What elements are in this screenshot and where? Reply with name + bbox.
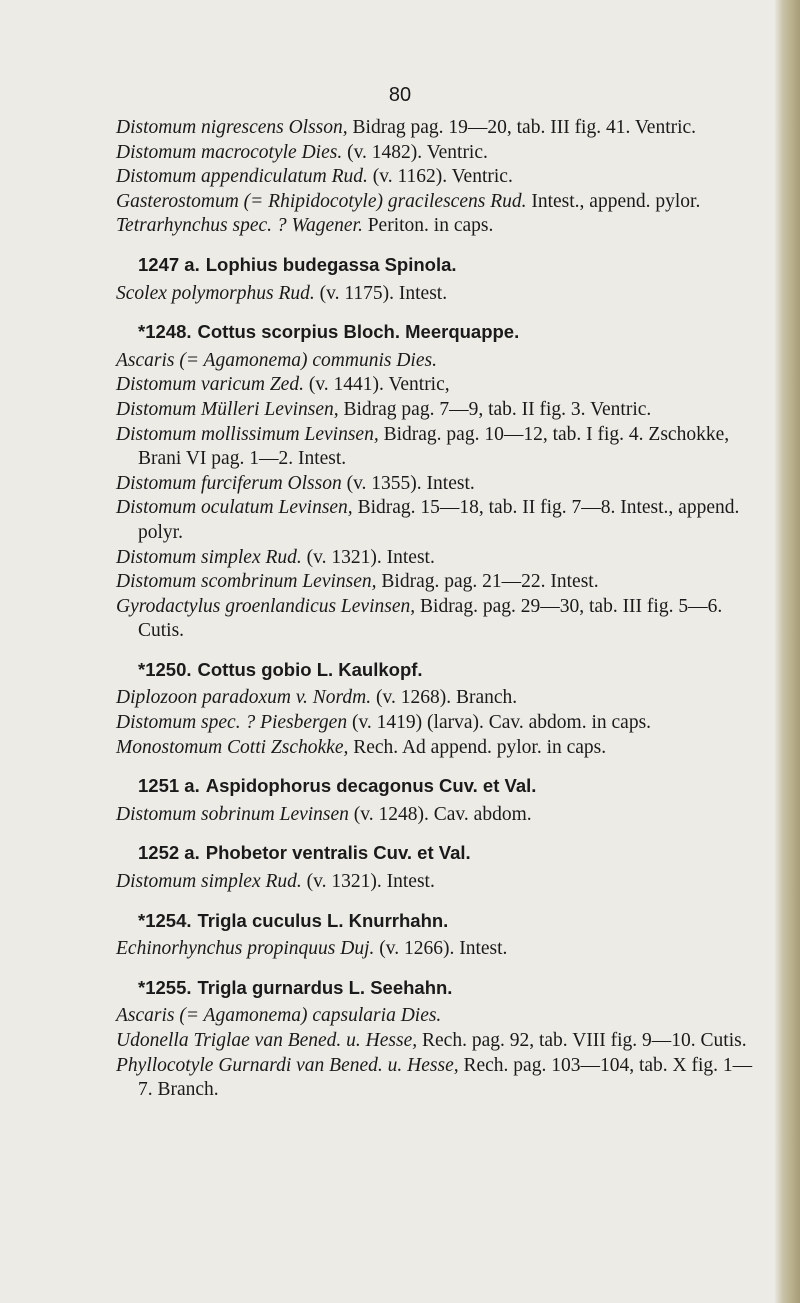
parasite-entry	[116, 870, 766, 895]
parasite-name: Distomum Mülleri Levinsen,	[116, 398, 339, 420]
species-number: 1252 a.	[138, 842, 200, 864]
parasite-details: Bidrag pag. 7—9, tab. II fig. 3. Ventric.	[338, 398, 652, 420]
parasite-details: (v. 1321). Intest.	[301, 546, 435, 568]
parasite-entry	[116, 546, 766, 571]
parasite-entry	[116, 116, 766, 141]
parasite-name: Scolex polymorphus Rud.	[116, 282, 315, 304]
species-number: *1254.	[138, 909, 192, 931]
parasite-entry	[116, 1004, 766, 1029]
species-number: 1247 a.	[138, 253, 200, 275]
parasite-entry	[116, 711, 766, 736]
species-number: *1250.	[138, 658, 192, 680]
parasite-name: Distomum spec. ? Piesbergen	[116, 712, 348, 734]
parasite-name: Phyllocotyle Gurnardi van Bened. u. Hesse,	[116, 1054, 459, 1076]
parasite-name: Distomum furciferum Olsson	[116, 472, 342, 494]
species-header	[116, 841, 766, 866]
parasite-details: Bidrag pag. 19—20, tab. III fig. 41. Ventric.	[347, 117, 697, 138]
parasite-name: Echinorhynchus propinquus Duj.	[116, 938, 375, 960]
species-header	[116, 909, 766, 934]
species-title: Lophius budegassa Spinola.	[205, 253, 457, 275]
parasite-details: (v. 1355). Intest.	[341, 472, 475, 494]
parasite-details: (v. 1321). Intest.	[301, 871, 435, 893]
parasite-details: Bidrag. pag. 21—22. Intest.	[376, 571, 599, 593]
parasite-entry	[116, 1029, 766, 1054]
species-header	[116, 253, 766, 278]
page-number: 80	[388, 84, 412, 106]
parasite-name: Ascaris (= Agamonema) communis Dies.	[116, 349, 437, 371]
parasite-details: (v. 1266). Intest.	[374, 938, 508, 960]
parasite-name: Distomum scombrinum Levinsen,	[116, 571, 377, 593]
parasite-entry	[116, 686, 766, 711]
parasite-name: Ascaris (= Agamonema) capsularia Dies.	[116, 1005, 442, 1027]
parasite-entry	[116, 141, 766, 166]
parasite-entry	[116, 349, 766, 374]
parasite-entry	[116, 398, 766, 423]
parasite-details: (v. 1419) (larva). Cav. abdom. in caps.	[347, 712, 652, 734]
page-edge	[774, 0, 800, 1303]
parasite-details: Rech. pag. 103—104, tab. X fig. 1—7. Branch.	[138, 1054, 753, 1101]
parasite-name: Distomum simplex Rud.	[116, 871, 302, 893]
species-title: Trigla gurnardus L. Seehahn.	[197, 976, 453, 998]
parasite-name: Diplozoon paradoxum v. Nordm.	[116, 687, 372, 709]
parasite-details: (v. 1248). Cav. abdom.	[348, 803, 532, 825]
parasite-details: Bidrag. pag. 29—30, tab. III fig. 5—6. Cutis.	[138, 595, 723, 642]
parasite-details: (v. 1162). Ventric.	[367, 166, 513, 188]
parasite-name: Distomum appendiculatum Rud.	[116, 166, 368, 188]
parasite-entry	[116, 423, 766, 472]
parasite-entry	[116, 803, 766, 828]
parasite-details: Bidrag. pag. 10—12, tab. I fig. 4. Zschokke, Brani VI pag. 1—2. Intest.	[138, 423, 730, 470]
parasite-name: Distomum oculatum Levinsen,	[116, 497, 353, 519]
parasite-entry	[116, 937, 766, 962]
species-number: 1251 a.	[138, 775, 200, 797]
parasite-details: Intest., append. pylor.	[526, 190, 701, 212]
parasite-name: Distomum sobrinum Levinsen	[116, 803, 349, 825]
document-body	[116, 116, 766, 1103]
parasite-details: Rech. Ad append. pylor. in caps.	[348, 736, 607, 758]
parasite-details: (v. 1175). Intest.	[314, 282, 448, 304]
parasite-entry	[116, 736, 766, 761]
parasite-entry	[116, 570, 766, 595]
parasite-name: Tetrarhynchus spec. ? Wagener.	[116, 215, 363, 237]
parasite-entry	[116, 595, 766, 644]
parasite-name: Monostomum Cotti Zschokke,	[116, 736, 349, 758]
species-header	[116, 658, 766, 683]
species-title: Cottus gobio L. Kaulkopf.	[197, 658, 423, 680]
parasite-name: Gyrodactylus groenlandicus Levinsen,	[116, 595, 416, 617]
parasite-details: (v. 1482). Ventric.	[342, 141, 488, 163]
parasite-entry	[116, 1054, 766, 1103]
parasite-entry	[116, 373, 766, 398]
parasite-name: Distomum simplex Rud.	[116, 546, 302, 568]
parasite-details: Rech. pag. 92, tab. VIII fig. 9—10. Cutis.	[417, 1030, 747, 1051]
parasite-details: (v. 1268). Branch.	[371, 687, 518, 709]
parasite-entry	[116, 472, 766, 497]
species-number: *1248.	[138, 321, 192, 343]
parasite-details: Periton. in caps.	[362, 215, 494, 237]
parasite-entry	[116, 214, 766, 239]
parasite-name: Udonella Triglae van Bened. u. Hesse,	[116, 1030, 418, 1051]
species-title: Aspidophorus decagonus Cuv. et Val.	[205, 775, 537, 797]
parasite-name: Gasterostomum (= Rhipidocotyle) gracilescens Rud.	[116, 190, 527, 212]
species-title: Trigla cuculus L. Knurrhahn.	[197, 909, 449, 931]
parasite-name: Distomum mollissimum Levinsen,	[116, 423, 379, 445]
species-header	[116, 774, 766, 799]
species-header	[116, 320, 766, 345]
species-header	[116, 976, 766, 1001]
parasite-entry	[116, 165, 766, 190]
parasite-entry	[116, 496, 766, 545]
parasite-name: Distomum nigrescens Olsson,	[116, 117, 348, 138]
parasite-entry	[116, 282, 766, 307]
parasite-name: Distomum macrocotyle Dies.	[116, 141, 343, 163]
species-number: *1255.	[138, 976, 192, 998]
species-title: Cottus scorpius Bloch. Meerquappe.	[197, 321, 520, 343]
parasite-name: Distomum varicum Zed.	[116, 374, 304, 396]
parasite-details: Bidrag. 15—18, tab. II fig. 7—8. Intest., append. polyr.	[138, 497, 740, 543]
parasite-entry	[116, 190, 766, 215]
species-title: Phobetor ventralis Cuv. et Val.	[205, 842, 471, 864]
parasite-details: (v. 1441). Ventric,	[303, 374, 450, 396]
